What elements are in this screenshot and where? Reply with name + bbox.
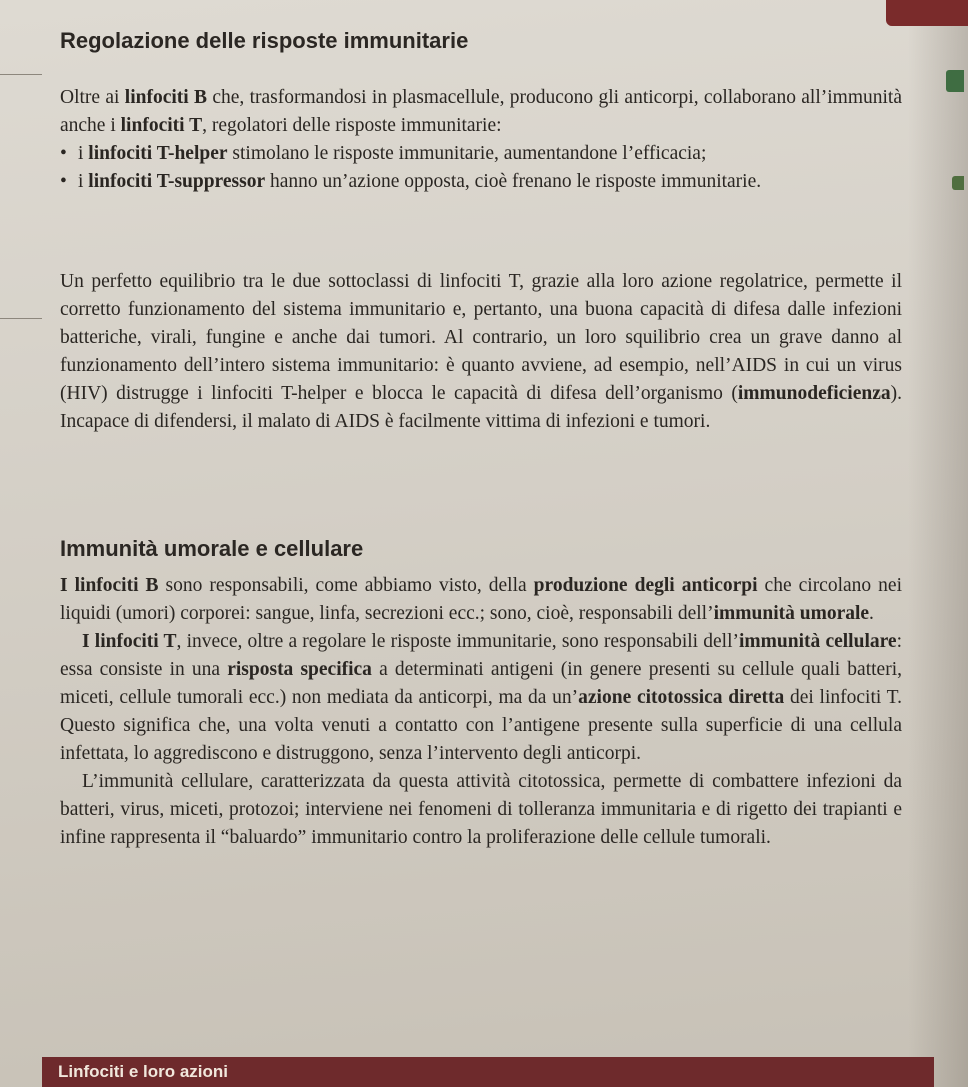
section-title-regolazione: Regolazione delle risposte immunitarie — [60, 28, 469, 53]
list-item-t-helper: • i linfociti T-helper stimolano le risposte immunitarie, aumentandone l’efficacia; — [60, 140, 902, 168]
cellular-paragraph: I linfociti T, invece, oltre a regolare le risposte immunitarie, sono responsabili dell’immunità cellulare: essa consiste in una risposta specifica a determinati antigeni (in genere presenti su cellule quali batteri, miceti, cellule tumorali ecc.) non mediata da anticorpi, ma da un’azione citotossica diretta dei linfociti T. Questo significa che, una volta venuti a contatto con l’antigene presente sulla superficie di una cellula infettata, lo aggrediscono e distruggono, senza l’intervento degli anticorpi. — [60, 631, 903, 764]
thumb-index-mark — [952, 176, 964, 190]
section2-body — [60, 572, 902, 852]
page-edge-shadow — [908, 0, 968, 1087]
thumb-index-mark — [946, 70, 964, 92]
section-title-immunita: Immunità umorale e cellulare — [60, 536, 364, 561]
list-item-t-suppressor: • i linfociti T-suppressor hanno un’azione opposta, cioè frenano le risposte immunitarie. — [60, 168, 902, 196]
box-header-label: Linfociti e loro azioni — [58, 1062, 228, 1081]
equilibrium-paragraph: Un perfetto equilibrio tra le due sottoclassi di linfociti T, grazie alla loro azione regolatrice, permette il corretto funzionamento del sistema immunitario e, pertanto, una buona capacità di difesa dalle infezioni batteriche, virali, fungine e anche dai tumori. Al contrario, un loro squilibrio crea un grave danno al funzionamento dell’intero sistema immunitario: è quanto avviene, ad esempio, nell’AIDS in cui un virus (HIV) distrugge i linfociti T-helper e blocca le capacità di difesa dell’organismo (immunodeficienza). Incapace di difendersi, il malato di AIDS è facilmente vittima di infezioni e tumori. — [60, 271, 902, 432]
margin-rule — [0, 318, 42, 319]
intro-paragraph: Oltre ai linfociti B che, trasformandosi in plasmacellule, producono gli anticorpi, collaborano all’immunità anche i linfociti T, regolatori delle risposte immunitarie: — [60, 87, 903, 136]
section1-body — [60, 84, 902, 196]
humoral-paragraph: I linfociti B sono responsabili, come abbiamo visto, della produzione degli anticorpi che circolano nei liquidi (umori) corporei: sangue, linfa, secrezioni ecc.; sono, cioè, responsabili dell’immunità umorale. — [60, 575, 903, 624]
box-header-bar — [42, 1057, 934, 1087]
t-cell-types-list — [60, 140, 902, 196]
cytotoxic-paragraph: L’immunità cellulare, caratterizzata da questa attività citotossica, permette di combattere infezioni da batteri, virus, miceti, protozoi; interviene nei fenomeni di tolleranza immunitaria e di rigetto dei trapianti e infine rappresenta il “baluardo” immunitario contro la proliferazione delle cellule tumorali. — [60, 771, 902, 848]
page-corner-tab — [886, 0, 968, 26]
margin-rule — [0, 74, 42, 75]
